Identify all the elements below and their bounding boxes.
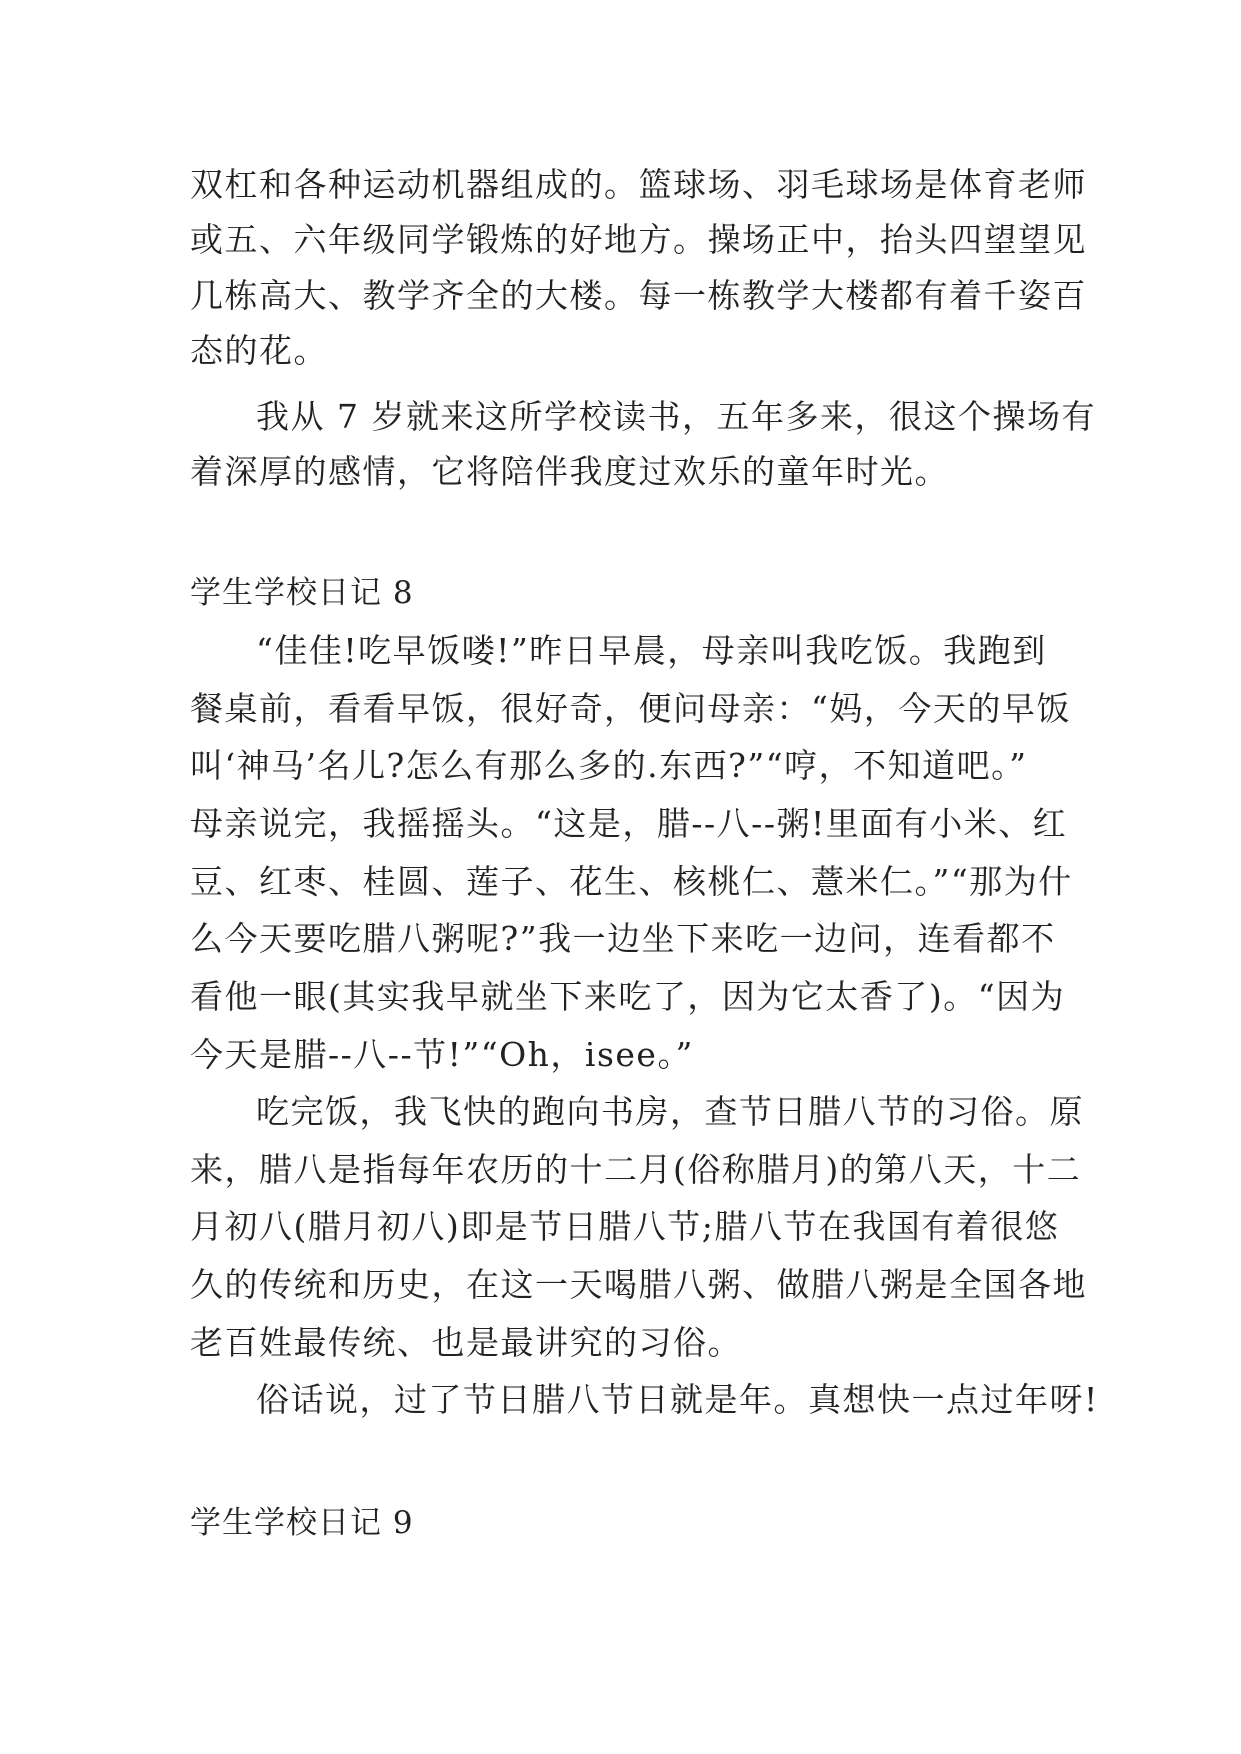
paragraph-line: 态的花。 <box>190 331 328 370</box>
paragraph-line: 或五、六年级同学锻炼的好地方。操场正中，抬头四望望见 <box>190 220 1087 259</box>
paragraph-line: 吃完饭，我飞快的跑向书房，查节日腊八节的习俗。原 <box>256 1092 1084 1131</box>
paragraph-line: 久的传统和历史，在这一天喝腊八粥、做腊八粥是全国各地 <box>190 1265 1087 1304</box>
section-heading: 学生学校日记 9 <box>190 1505 414 1541</box>
section-heading: 学生学校日记 8 <box>190 575 414 611</box>
paragraph-line: 几栋高大、教学齐全的大楼。每一栋教学大楼都有着千姿百 <box>190 276 1087 315</box>
paragraph-line: 着深厚的感情，它将陪伴我度过欢乐的童年时光。 <box>190 452 949 491</box>
paragraph-line: 我从 7 岁就来这所学校读书，五年多来，很这个操场有 <box>256 397 1096 436</box>
paragraph-line: 双杠和各种运动机器组成的。篮球场、羽毛球场是体育老师 <box>190 165 1087 204</box>
paragraph-line: 么今天要吃腊八粥呢?”我一边坐下来吃一边问，连看都不 <box>190 919 1056 958</box>
paragraph-line: 月初八(腊月初八)即是节日腊八节;腊八节在我国有着很悠 <box>190 1207 1060 1246</box>
paragraph-line: 俗话说，过了节日腊八节日就是年。真想快一点过年呀! <box>256 1380 1099 1419</box>
paragraph-line: “佳佳!吃早饭喽!”昨日早晨，母亲叫我吃饭。我跑到 <box>256 631 1047 670</box>
paragraph-line: 餐桌前，看看早饭，很好奇，便问母亲：“妈，今天的早饭 <box>190 689 1071 728</box>
paragraph-line: 来，腊八是指每年农历的十二月(俗称腊月)的第八天，十二 <box>190 1150 1082 1189</box>
paragraph-line: 今天是腊--八--节!”“Oh，isee。” <box>190 1035 694 1074</box>
paragraph-line: 看他一眼(其实我早就坐下来吃了，因为它太香了)。“因为 <box>190 977 1066 1016</box>
paragraph-line: 母亲说完，我摇摇头。“这是，腊--八--粥!里面有小米、红 <box>190 804 1068 843</box>
paragraph-line: 叫‘神马’名儿?怎么有那么多的.东西?”“哼，不知道吧。” <box>190 746 1028 785</box>
paragraph-line: 老百姓最传统、也是最讲究的习俗。 <box>190 1323 742 1362</box>
paragraph-line: 豆、红枣、桂圆、莲子、花生、核桃仁、薏米仁。”“那为什 <box>190 862 1073 901</box>
